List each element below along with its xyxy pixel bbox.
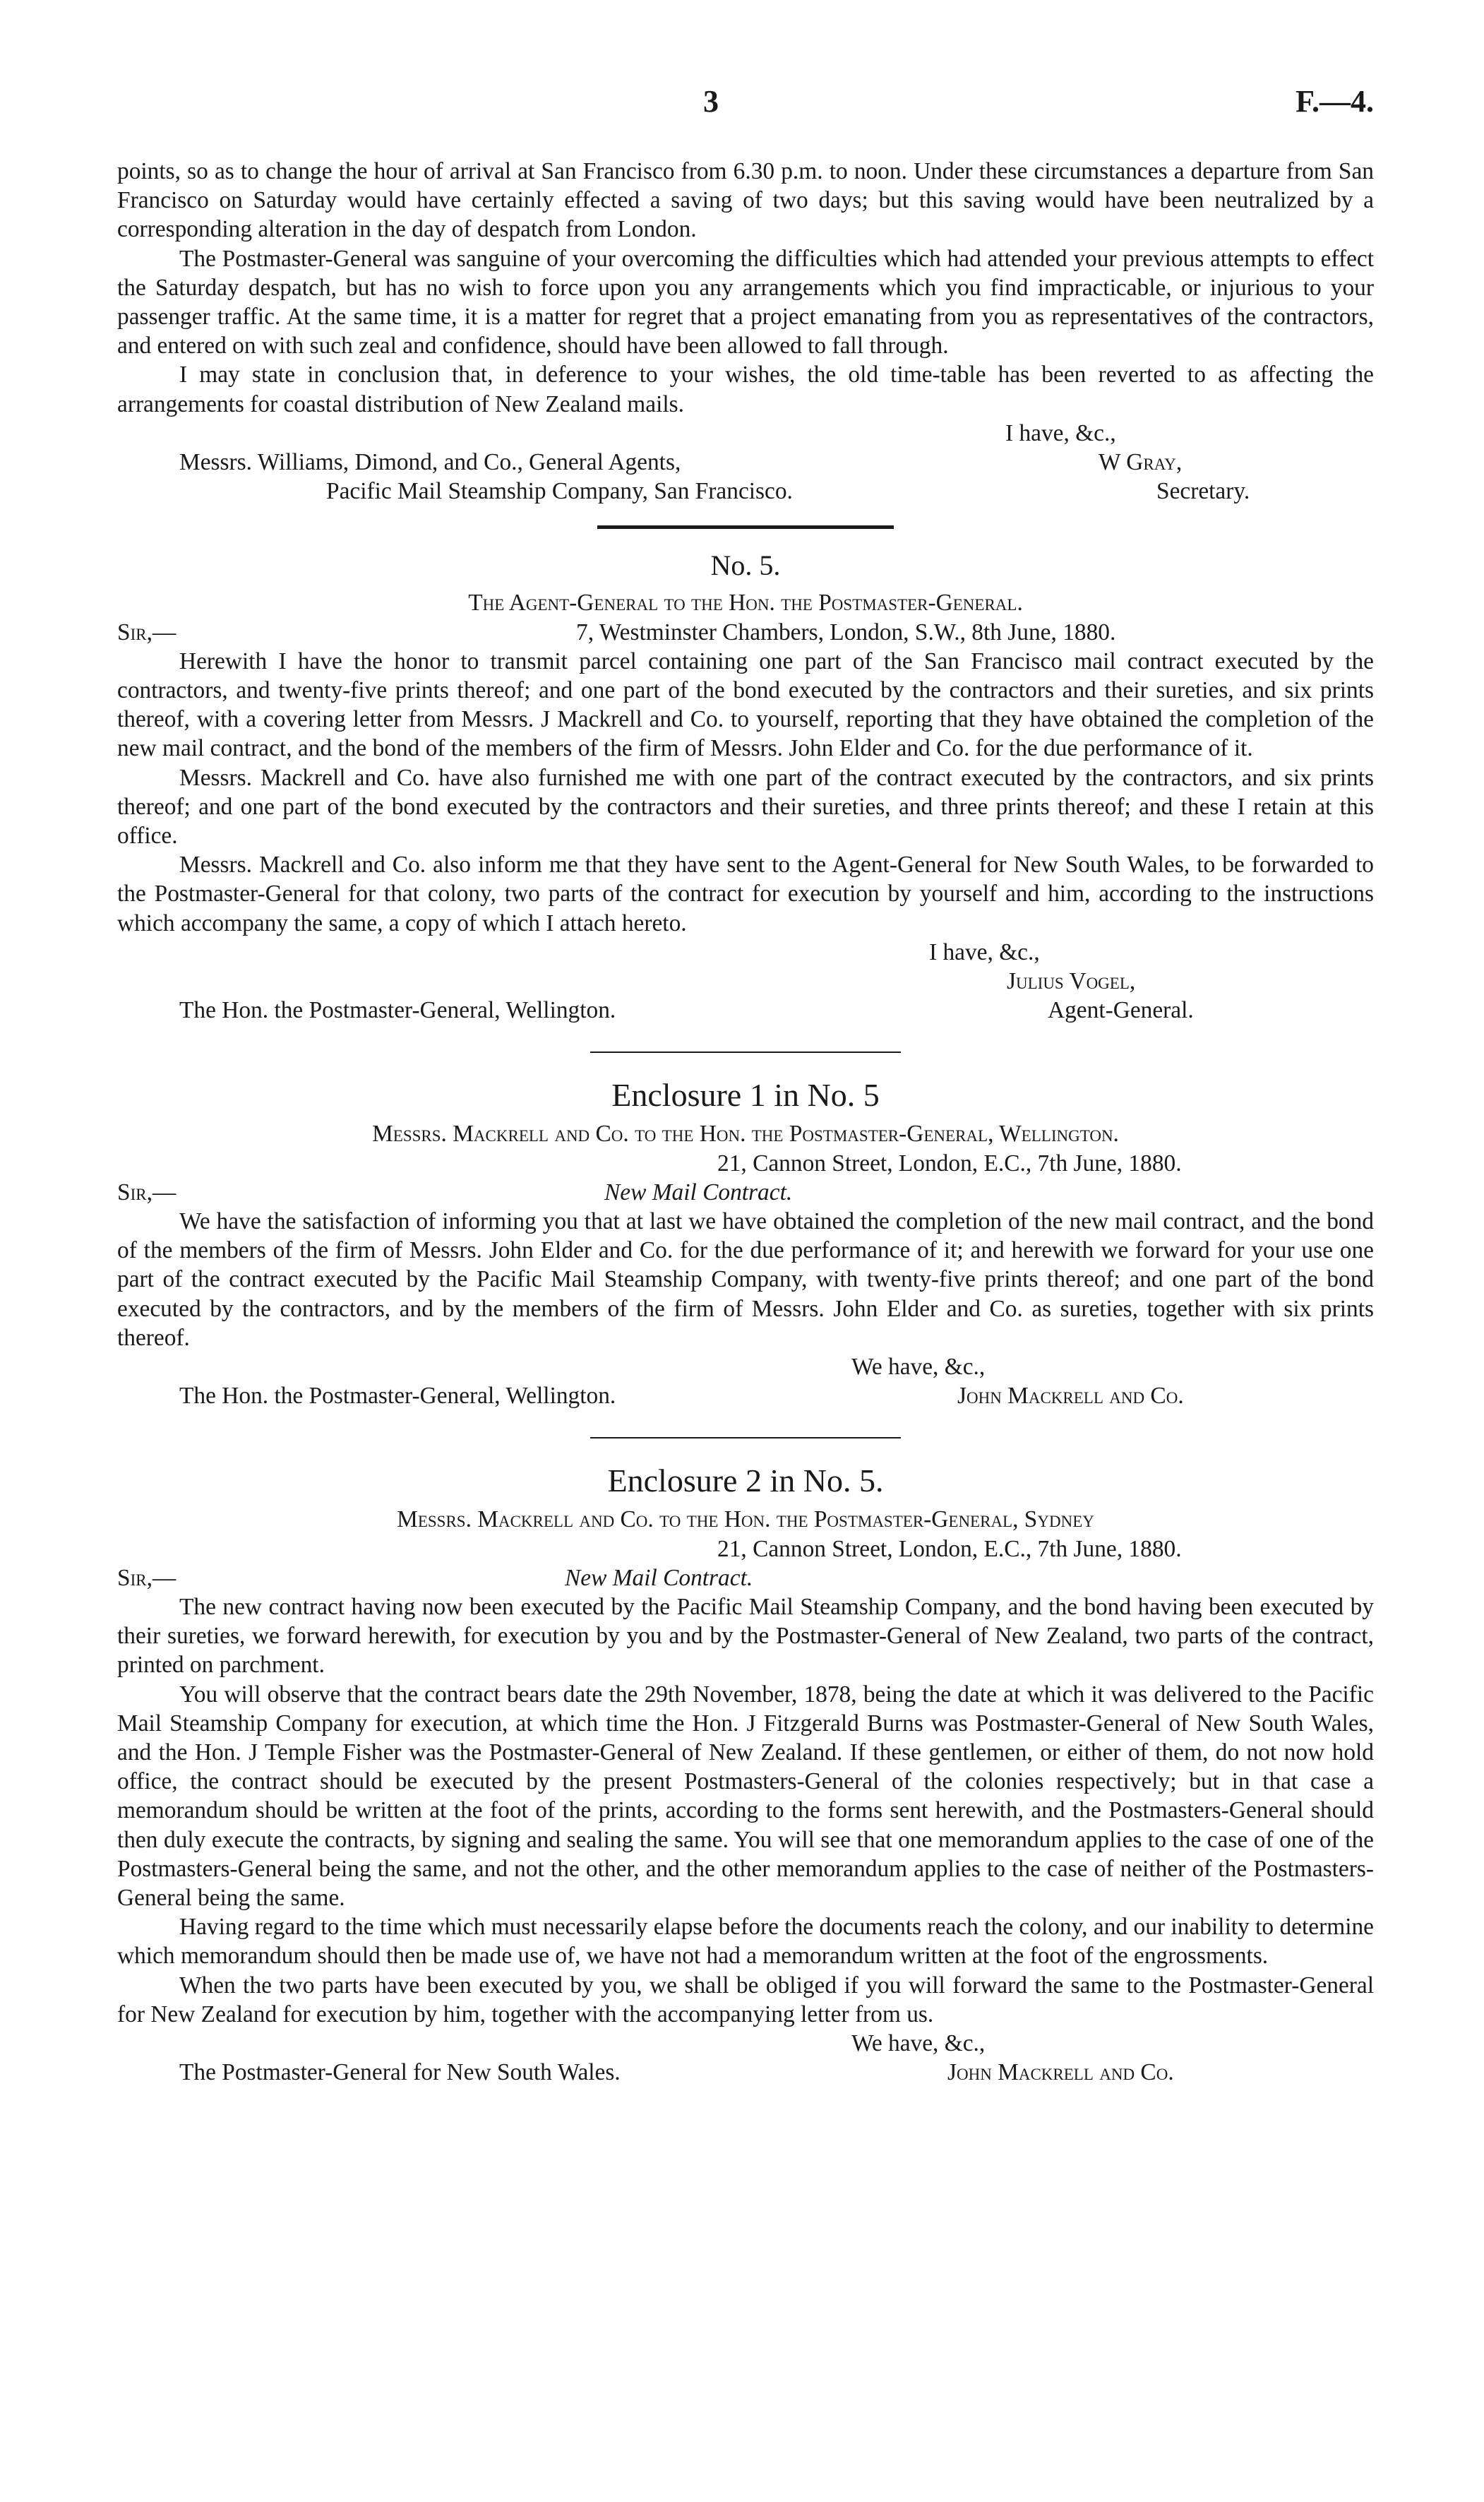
- document-reference: F.—4.: [1295, 84, 1374, 119]
- closing-line: [117, 938, 1374, 967]
- letter-subheading: The Agent-General to the Hon. the Postmaster-General.: [468, 590, 1023, 616]
- addressee: The Hon. the Postmaster-General, Wellington.: [179, 997, 616, 1024]
- page-header: [117, 83, 1374, 126]
- signature-title: Agent-General.: [1048, 997, 1194, 1024]
- paragraph: points, so as to change the hour of arrival at San Francisco from 6.30 p.m. to noon. Under these circumstances a departure from San Francisco on Saturday would have certainly effected a saving of two days; but this saving would have been neutralized by a corresponding alteration in the day of despatch from London.: [117, 158, 1374, 243]
- closing: We have, &c.,: [851, 1353, 986, 1380]
- paragraph: Having regard to the time which must necessarily elapse before the documents reach the colony, and our inability to determine which memorandum should then be made use of, we have not had a memorandum written at the foot of the engrossments.: [117, 1914, 1374, 1970]
- signature: John Mackrell and Co.: [947, 2059, 1174, 2086]
- page-number: 3: [703, 84, 719, 119]
- section-divider: [597, 525, 894, 529]
- enclosure-heading: Enclosure 1 in No. 5: [611, 1077, 880, 1114]
- letter-no-5: [117, 547, 1374, 1025]
- signature: W Gray,: [1099, 449, 1183, 476]
- enclosure-1: [117, 1074, 1374, 1410]
- closing-line: [117, 419, 1374, 448]
- addressee-signature-line: [117, 1381, 1374, 1410]
- paragraph: You will observe that the contract bears date the 29th November, 1878, being the date at which it was delivered to the Pacific Mail Steamship Company for execution, at which time the Hon. J Fitzgerald Burns was Postmaster-General of New South Wales, and the Hon. J Temple Fisher was the Postmaster-General of New Zealand. If these gentlemen, or either of them, do not now hold office, the contract should be executed by the present Postmasters-General of the colonies respectively; but in that case a memorandum should be written at the foot of the prints, according to the forms sent herewith, and the Postmasters-General should then duly execute the contracts, by signing and sealing the same. You will see that one memorandum applies to the case of one of the Postmasters-General being the same, and not the other, and the other memorandum applies to the case of neither of the Postmasters-General being the same.: [117, 1681, 1374, 1911]
- enclosure-2: [117, 1460, 1374, 2087]
- address-date: 21, Cannon Street, London, E.C., 7th June, 1880.: [717, 1150, 1182, 1176]
- paragraph: I may state in conclusion that, in deference to your wishes, the old time-table has been reverted to as affecting the arrangements for coastal distribution of New Zealand mails.: [117, 362, 1374, 417]
- enclosure-subheading: Messrs. Mackrell and Co. to the Hon. the Postmaster-General, Wellington.: [372, 1121, 1119, 1148]
- closing: I have, &c.,: [929, 939, 1040, 965]
- subject: New Mail Contract.: [604, 1179, 793, 1205]
- address-date-line: [117, 1535, 1374, 1563]
- signature-title: Secretary.: [1156, 478, 1250, 505]
- paragraph: Herewith I have the honor to transmit parcel containing one part of the San Francisco mail contract executed by the contractors, and twenty-five prints thereof; and one part of the bond executed by the contractors and their sureties, and six prints thereof, with a covering letter from Messrs. J Mackrell and Co. to yourself, reporting that they have obtained the completion of the new mail contract, and the bond of the members of the firm of Messrs. John Elder and Co. for the due performance of it.: [117, 648, 1374, 762]
- salutation: Sir,—: [117, 619, 176, 645]
- addressee: The Hon. the Postmaster-General, Wellington.: [179, 1383, 616, 1410]
- closing: I have, &c.,: [1005, 419, 1116, 446]
- closing: We have, &c.,: [851, 2030, 986, 2056]
- page-body: [117, 157, 1374, 2087]
- section-divider: [590, 1052, 901, 1053]
- paragraph: Messrs. Mackrell and Co. also inform me that they have sent to the Agent-General for New South Wales, to be forwarded to the Postmaster-General for that colony, two parts of the contract for execution by yourself and him, according to the instructions which accompany the same, a copy of which I attach hereto.: [117, 852, 1374, 936]
- closing-line: [117, 2029, 1374, 2058]
- salutation-subject-line: [117, 1178, 1374, 1207]
- address-date: 21, Cannon Street, London, E.C., 7th June, 1880.: [717, 1535, 1182, 1562]
- address-date: 7, Westminster Chambers, London, S.W., 8th June, 1880.: [576, 619, 1116, 645]
- section-divider: [590, 1437, 901, 1438]
- signature: Julius Vogel,: [1007, 968, 1136, 994]
- paragraph: The new contract having now been executed by the Pacific Mail Steamship Company, and the bond having been executed by their sureties, we forward herewith, for execution by you and by the Postmaster-General of New Zealand, two parts of the contract, printed on parchment.: [117, 1593, 1374, 1679]
- addressee-signature-line: [117, 2058, 1374, 2087]
- addressee-title-line: [117, 996, 1374, 1025]
- enclosure-subheading: Messrs. Mackrell and Co. to the Hon. the Postmaster-General, Sydney: [397, 1506, 1094, 1533]
- paragraph: Messrs. Mackrell and Co. have also furnished me with one part of the contract executed by the contractors, and six prints thereof; and one part of the bond executed by the contractors and their sureties, and three prints thereof; and these I retain at this office.: [117, 764, 1374, 849]
- signature: John Mackrell and Co.: [957, 1383, 1184, 1410]
- salutation: Sir,—: [117, 1564, 176, 1591]
- subject: New Mail Contract.: [565, 1564, 753, 1591]
- addressee: Messrs. Williams, Dimond, and Co., General Agents,: [179, 449, 681, 476]
- letter-continuation: [117, 157, 1374, 506]
- address-date-line: [117, 1149, 1374, 1178]
- closing-line: [117, 1352, 1374, 1381]
- salutation-subject-line: [117, 1563, 1374, 1592]
- enclosure-heading: Enclosure 2 in No. 5.: [607, 1463, 884, 1499]
- signature-line: [117, 967, 1374, 996]
- addressee: The Postmaster-General for New South Wales.: [179, 2059, 621, 2086]
- addressee-title-line: [117, 477, 1374, 506]
- addressee-continued: Pacific Mail Steamship Company, San Francisco.: [326, 478, 793, 505]
- paragraph: When the two parts have been executed by you, we shall be obliged if you will forward the same to the Postmaster-General for New Zealand for execution by him, together with the accompanying letter from us.: [117, 1972, 1374, 2027]
- salutation: Sir,—: [117, 1179, 176, 1205]
- salutation-date-line: [117, 618, 1374, 647]
- paragraph: The Postmaster-General was sanguine of your overcoming the difficulties which had attended your previous attempts to effect the Saturday despatch, but has no wish to force upon you any arrangements which you find impracticable, or injurious to your passenger traffic. At the same time, it is a matter for regret that a project emanating from you as representatives of the contractors, and entered on with such zeal and confidence, should have been allowed to fall through.: [117, 245, 1374, 359]
- letter-heading: No. 5.: [710, 549, 781, 582]
- paragraph: We have the satisfaction of informing you that at last we have obtained the completion of the new mail contract, and the bond of the members of the firm of Messrs. John Elder and Co. for the due performance of it; and herewith we forward for your use one part of the contract executed by the Pacific Mail Steamship Company, with twenty-five prints thereof; and one part of the bond executed by the contractors, and by the members of the firm of Messrs. John Elder and Co. as sureties, together with six prints thereof.: [117, 1208, 1374, 1351]
- addressee-signature-line: [117, 448, 1374, 477]
